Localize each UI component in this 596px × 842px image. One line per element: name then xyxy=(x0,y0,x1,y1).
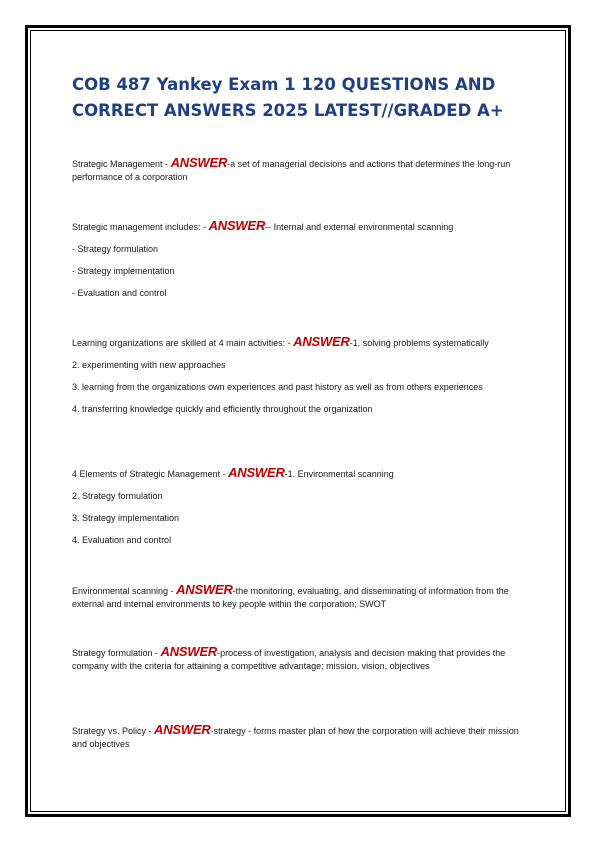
title-line-2: CORRECT ANSWERS 2025 LATEST//GRADED A+ xyxy=(72,101,504,120)
answer-continuation: - Strategy formulation xyxy=(72,244,159,254)
question-text: Strategy vs. Policy - xyxy=(72,726,155,736)
answer-text: -1. Environmental scanning xyxy=(284,469,394,479)
question-text: Strategic Management - xyxy=(72,159,171,169)
question-text: Environmental scanning - xyxy=(72,586,177,596)
document-content xyxy=(72,72,534,749)
answer-label: ANSWER xyxy=(208,218,266,233)
answer-label: ANSWER xyxy=(170,155,228,170)
qa-main-line xyxy=(72,219,534,234)
qa-item-2 xyxy=(72,219,534,300)
answer-label: ANSWER xyxy=(154,722,211,737)
answer-text: -a set of managerial decisions and actions that determines the long-run performance of a corporation xyxy=(72,159,511,182)
question-text: Strategic management includes: - xyxy=(72,222,209,232)
qa-main-line xyxy=(72,156,534,184)
answer-continuation: - Evaluation and control xyxy=(72,288,167,298)
qa-item-4 xyxy=(72,466,534,547)
qa-main-line xyxy=(72,335,534,350)
qa-item-3 xyxy=(72,335,534,416)
title-line-1: COB 487 Yankey Exam 1 120 QUESTIONS AND xyxy=(72,75,496,94)
qa-main-line xyxy=(72,723,534,751)
answer-continuation: 4. Evaluation and control xyxy=(72,535,172,545)
answer-text: -strategy - forms master plan of how the corporation will achieve their mission and objectives xyxy=(72,726,519,749)
answer-continuation: 2. experimenting with new approaches xyxy=(72,360,226,370)
answer-label: ANSWER xyxy=(293,334,350,349)
answer-label: ANSWER xyxy=(228,465,285,480)
question-text: Learning organizations are skilled at 4 main activities: - xyxy=(72,338,294,348)
qa-main-line xyxy=(72,645,534,673)
qa-main-line xyxy=(72,583,534,611)
answer-text: -1. solving problems systematically xyxy=(349,338,489,348)
answer-continuation: 3. learning from the organizations own experiences and past history as well as from others experiences xyxy=(72,382,483,392)
answer-label: ANSWER xyxy=(176,582,233,597)
answer-text: -process of investigation, analysis and decision making that provides the company with the criteria for attaining a competitive advantage; mission, vision, objectives xyxy=(72,648,506,671)
qa-item-6 xyxy=(72,645,534,673)
answer-continuation: 3. Strategy implementation xyxy=(72,513,180,523)
answer-text: -- Internal and external environmental scanning xyxy=(265,222,454,232)
qa-item-5 xyxy=(72,583,534,611)
answer-continuation: - Strategy implementation xyxy=(72,266,175,276)
answer-text: -the monitoring, evaluating, and disseminating of information from the external and internal environments to key people within the corporation; SWOT xyxy=(72,586,509,609)
answer-label: ANSWER xyxy=(160,644,218,659)
answer-continuation: 4. transferring knowledge quickly and efficiently throughout the organization xyxy=(72,404,373,414)
document-title xyxy=(72,72,534,124)
page-border-inner xyxy=(30,30,566,812)
qa-item-7 xyxy=(72,723,534,751)
qa-main-line xyxy=(72,466,534,481)
answer-continuation: 2. Strategy formulation xyxy=(72,491,163,501)
qa-item-1 xyxy=(72,156,534,184)
question-text: Strategy formulation - xyxy=(72,648,161,658)
question-text: 4 Elements of Strategic Management - xyxy=(72,469,229,479)
